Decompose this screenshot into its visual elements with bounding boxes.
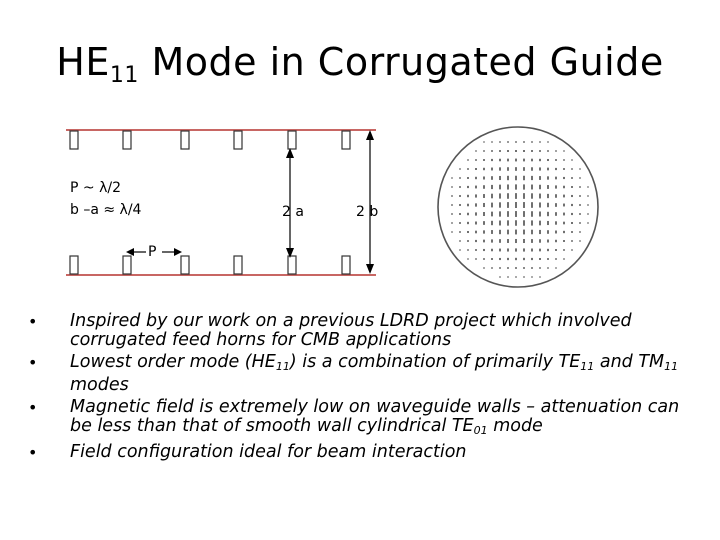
corrugation-slot-bottom [342, 256, 350, 274]
subscript: 11 [275, 360, 290, 373]
bullet-list [28, 312, 688, 465]
field-vectors [452, 141, 588, 277]
subscript: 11 [664, 360, 679, 373]
label-2b: 2 b [356, 204, 379, 220]
bullet-text: Lowest order mode (HE [70, 352, 276, 372]
bullet-item [28, 353, 688, 395]
corrugation-slot-bottom [288, 256, 296, 274]
corrugation-slot-top [70, 131, 78, 149]
title-subscript: 11 [109, 63, 139, 88]
corrugation-slot-bottom [123, 256, 131, 274]
dimension-2a-arrow [286, 148, 294, 258]
corrugation-slot-top [234, 131, 242, 149]
subscript: 01 [473, 424, 488, 437]
title-rest: Mode in Corrugated Guide [138, 40, 664, 84]
corrugation-slot-bottom [234, 256, 242, 274]
label-depth-lambda: b –a ≈ λ/4 [70, 202, 142, 218]
mode-field-pattern [438, 127, 598, 287]
bullet-text: modes [70, 375, 129, 395]
corrugation-slot-bottom [70, 256, 78, 274]
bullet-text: Magnetic field is extremely low on waveguide walls – attenuation can be less than that of smooth wall cylindrical TE [70, 397, 680, 436]
subscript: 11 [580, 360, 595, 373]
corrugation-slot-top [342, 131, 350, 149]
bullet-dot: • [28, 353, 38, 372]
corrugation-slot-top [181, 131, 189, 149]
bullet-text: ) is a combination of primarily TE [289, 352, 581, 372]
corrugation-slot-top [288, 131, 296, 149]
bullet-dot: • [28, 398, 38, 417]
corrugation-slot-bottom [181, 256, 189, 274]
bullet-item [28, 398, 688, 440]
corrugation-slot-top [123, 131, 131, 149]
bullet-dot: • [28, 312, 38, 331]
waveguide-cross-section-circle [438, 127, 598, 287]
bullet-dot: • [28, 443, 38, 462]
bullet-item [28, 312, 688, 350]
label-period: P [148, 244, 157, 260]
bullet-text: Inspired by our work on a previous LDRD project which involved corrugated feed horns for CMB applications [70, 311, 632, 350]
dimension-2b-arrow [366, 130, 374, 274]
label-2a: 2 a [282, 204, 304, 220]
bullet-text: and TM [594, 352, 665, 372]
title-main: HE [56, 40, 110, 84]
bullet-text: Field configuration ideal for beam interaction [70, 442, 467, 462]
bullet-text: mode [487, 416, 543, 436]
bullet-item [28, 443, 688, 462]
label-period-lambda: P ~ λ/2 [70, 180, 121, 196]
